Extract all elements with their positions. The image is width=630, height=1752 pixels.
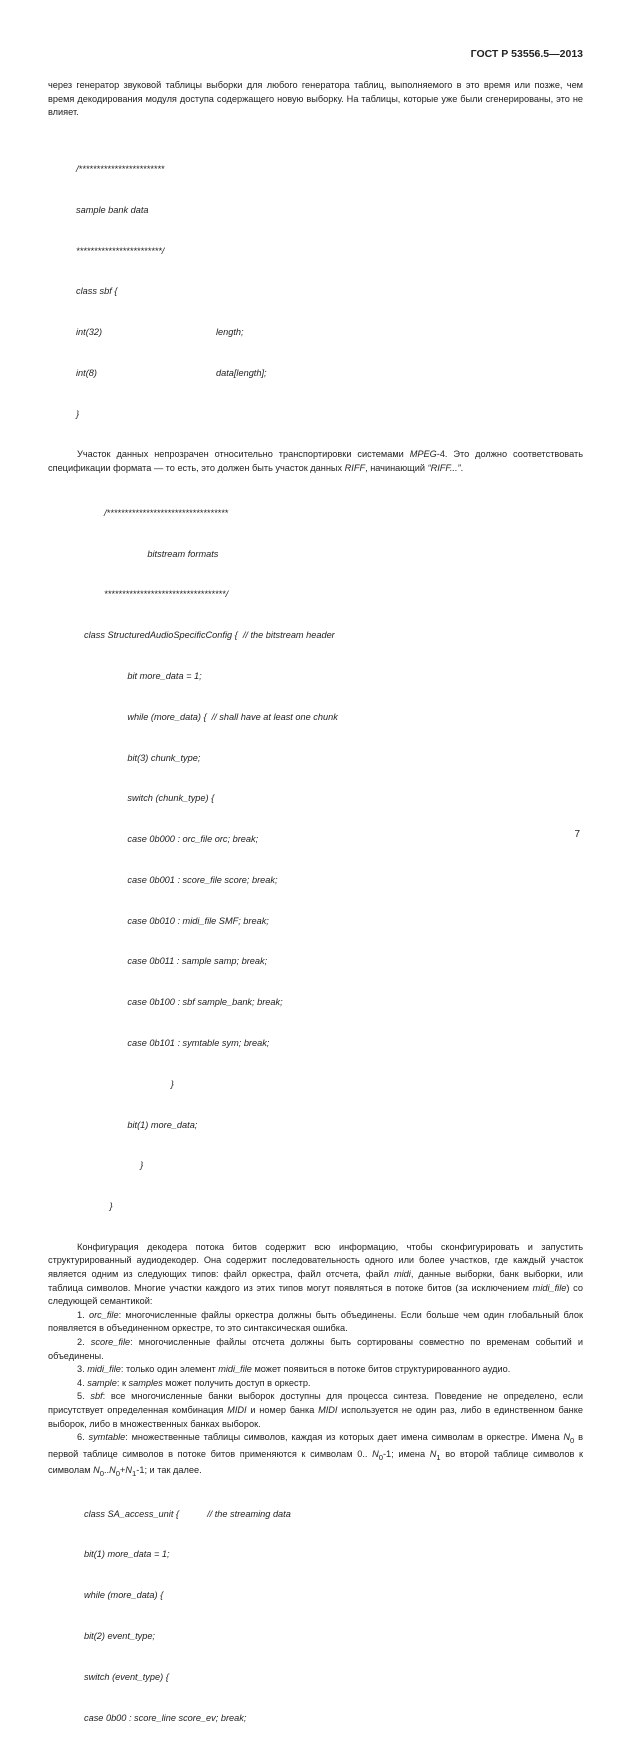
- text: : многочисленные файлы оркестра должны быть объединены. Если больше чем один глобальный блок появляется в объединенном оркестре, то это синтаксическая ошибка.: [48, 1309, 583, 1334]
- code-line: class SA_access_unit { // the streaming data: [84, 1508, 291, 1519]
- code-line: }: [84, 1078, 174, 1089]
- code-line: while (more_data) { // shall have at least one chunk: [84, 711, 338, 722]
- text: используется не один раз, либо в единственном банке выборок, либо в множественных банках выборок.: [48, 1405, 583, 1429]
- symbol-n: N: [109, 1465, 116, 1476]
- code-line: case 0b000 : orc_file orc; break;: [84, 834, 259, 845]
- code-line: case 0b100 : sbf sample_bank; break;: [84, 997, 283, 1008]
- term: score_file: [90, 1337, 131, 1348]
- term: MIDI: [227, 1405, 247, 1415]
- config-paragraph: [48, 1241, 583, 1309]
- code-line: }: [76, 408, 80, 419]
- term: samples: [128, 1377, 163, 1388]
- intro-paragraph: через генератор звуковой таблицы выборки для любого генератора таблиц, выполняемого в это время или позже, чем время декодирования модуля доступа содержащего новую выборку. На таблицы, которые уже были сгенерированы, это не влияет.: [48, 80, 583, 118]
- text: , данные выборки, банк выборки, или таблица символов. Многие участки каждого из этих типов могут появляться в потоке битов (за исключением: [48, 1269, 584, 1293]
- code-line: while (more_data) {: [84, 1590, 164, 1601]
- item-number: 1.: [77, 1309, 89, 1320]
- list-item: [48, 1363, 583, 1377]
- code-type: int(8): [76, 367, 97, 378]
- symbol-n: N: [93, 1465, 100, 1476]
- symbol-n: N: [372, 1448, 379, 1459]
- subscript: 0: [570, 1436, 575, 1446]
- list-item: [48, 1431, 583, 1480]
- list-item: [48, 1390, 583, 1431]
- code-line: bit(1) more_data;: [84, 1119, 198, 1130]
- text: : множественные таблицы символов, каждая из которых дает имена символам в оркестре. Имена: [125, 1432, 564, 1443]
- subscript: 0: [99, 1468, 104, 1478]
- text: , начинающий: [365, 463, 428, 474]
- text: может появиться в потоке битов структурированного аудио.: [251, 1364, 511, 1375]
- term: “RIFF...”: [427, 463, 461, 474]
- item-number: 6.: [77, 1432, 89, 1443]
- code-line: case 0b010 : midi_file SMF; break;: [84, 915, 269, 926]
- item-number: 5.: [77, 1391, 91, 1402]
- term: MPEG: [409, 449, 437, 460]
- code-line: }: [84, 1160, 144, 1171]
- list-item: [48, 1377, 583, 1391]
- code-line: switch (chunk_type) {: [84, 793, 215, 804]
- text: ) со следующей семантикой:: [48, 1282, 583, 1307]
- code-line: bit(2) event_type;: [84, 1630, 155, 1641]
- symbol-n: N: [563, 1432, 571, 1443]
- code-line: case 0b101 : symtable sym; break;: [84, 1037, 270, 1048]
- code-line: switch (event_type) {: [84, 1671, 169, 1682]
- subscript: 1: [436, 1452, 441, 1462]
- code-line: sample bank data: [76, 204, 149, 215]
- code-line: [76, 367, 583, 381]
- code-bitstream: [48, 480, 583, 1241]
- text: Конфигурация декодера потока битов содержит всю информацию, чтобы сконфигурировать и запустить структурированный аудиодекодер. Она содержит последовательность одного или более участков, где каждый участок является одним из следующих типов: файл оркестра, файл отсчета, файл: [48, 1241, 583, 1280]
- text: во второй таблице символов к символам: [48, 1448, 583, 1476]
- riff-paragraph: [48, 448, 583, 475]
- text: ..: [103, 1465, 110, 1476]
- code-line: case 0b001 : score_file score; break;: [84, 874, 278, 885]
- text: в первой таблице символов в потоке битов применяются к символам 0..: [48, 1432, 584, 1459]
- code-sbf: [48, 136, 583, 449]
- code-line: /************************: [76, 163, 165, 174]
- item-number: 2.: [77, 1337, 91, 1348]
- term: RIFF: [344, 463, 366, 474]
- code-access-unit: [48, 1480, 583, 1752]
- list-item: [48, 1336, 583, 1363]
- text: -1; и так далее.: [136, 1465, 202, 1476]
- code-line: class StructuredAudioSpecificConfig { // the bitstream header: [84, 630, 335, 641]
- code-line: /**********************************: [104, 507, 229, 518]
- term: midi: [393, 1269, 411, 1280]
- code-line: }: [84, 1201, 113, 1212]
- term: sample: [87, 1377, 117, 1388]
- code-line: bit(3) chunk_type;: [84, 752, 201, 763]
- term: MIDI: [318, 1405, 338, 1415]
- item-number: 3.: [77, 1364, 88, 1375]
- code-field: data[length];: [216, 367, 267, 378]
- term: midi_file: [532, 1282, 567, 1293]
- term: sbf: [90, 1391, 103, 1402]
- text: может получить доступ в оркестр.: [162, 1377, 311, 1388]
- text: -1; имена: [383, 1448, 430, 1459]
- text: .: [460, 463, 464, 474]
- code-line: case 0b00 : score_line score_ev; break;: [84, 1712, 247, 1723]
- subscript: 0: [378, 1452, 383, 1462]
- code-line: case 0b011 : sample samp; break;: [84, 956, 268, 967]
- page-number: 7: [574, 829, 580, 840]
- item-number: 4.: [77, 1377, 88, 1388]
- code-field: length;: [216, 327, 244, 338]
- term: symtable: [88, 1432, 126, 1443]
- text: +: [120, 1465, 126, 1476]
- text: -4. Это должно соответствовать спецификации формата — то есть, это должен быть участок данных: [48, 449, 583, 474]
- text: : к: [116, 1377, 129, 1388]
- text: : все многочисленные банки выборок доступны для процесса синтеза. Поведение не определено, если присутствует определенная комбинация: [48, 1391, 583, 1415]
- code-type: int(32): [76, 327, 103, 338]
- symbol-n: N: [125, 1465, 133, 1476]
- standard-header: ГОСТ Р 53556.5—2013: [470, 48, 583, 60]
- page-content: [48, 79, 583, 1752]
- code-line: ************************/: [76, 245, 165, 256]
- code-line: class sbf {: [76, 286, 118, 297]
- code-line: **********************************/: [104, 589, 229, 600]
- text: и номер банка: [246, 1405, 319, 1415]
- code-line: bitstream formats: [104, 548, 219, 559]
- subscript: 0: [115, 1468, 120, 1478]
- list-item: [48, 1309, 583, 1336]
- term: orc_file: [88, 1309, 119, 1320]
- subscript: 1: [132, 1468, 137, 1478]
- term: midi_file: [87, 1364, 121, 1375]
- code-line: bit(1) more_data = 1;: [84, 1549, 170, 1560]
- code-line: bit more_data = 1;: [84, 670, 202, 681]
- text: : многочисленные файлы отсчета должны быть сортированы совместно по временам событий и объединены.: [48, 1337, 584, 1361]
- term: midi_file: [218, 1364, 252, 1375]
- text: : только один элемент: [120, 1364, 219, 1375]
- code-line: [76, 326, 583, 340]
- symbol-n: N: [429, 1448, 437, 1459]
- text: Участок данных непрозрачен относительно транспортировки системами: [77, 449, 410, 460]
